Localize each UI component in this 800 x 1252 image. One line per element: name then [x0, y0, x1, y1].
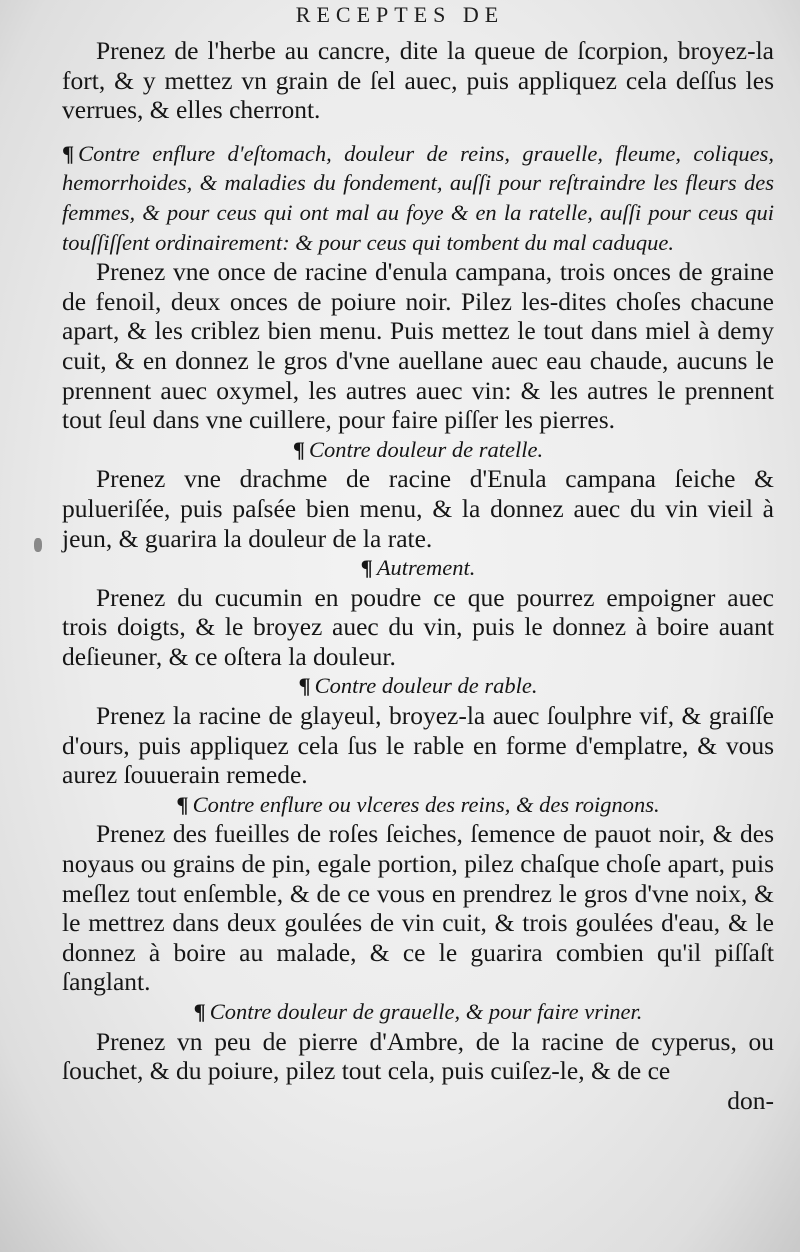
text-block [62, 36, 774, 1115]
rubric-heading [62, 671, 774, 701]
running-head: RECEPTES DE [295, 2, 505, 27]
rubric-text: Contre douleur de ratelle. [309, 436, 544, 462]
rubric-text: Contre douleur de rable. [314, 673, 538, 699]
pilcrow-icon: ¶ [176, 791, 189, 817]
rubric-text: Contre enflure d'eſtomach, douleur de reins, grauelle, fleume, coliques, hemorrhoides, & maladies du fondement, auſſi pour reſtraindre les fleurs des femmes, & pour ceus qui ont mal au foye & en la ratelle, auſſi pour ceus qui touſſiſſent ordinairement: & pour ceus qui tombent du mal caduque. [62, 140, 774, 255]
ink-blot-icon [34, 538, 42, 552]
pilcrow-icon: ¶ [298, 673, 311, 699]
pilcrow-icon: ¶ [292, 436, 305, 462]
recipe-paragraph: Prenez vne drachme de racine d'Enula campana ſeiche & pulueriſée, puis paſsée bien menu, & la donnez auec du vin vieil à jeun, & guarira la douleur de la rate. [62, 464, 774, 553]
recipe-paragraph: Prenez la racine de glayeul, broyez-la auec ſoulphre vif, & graiſſe d'ours, puis appliquez cela ſus le rable en forme d'emplatre, & vous aurez ſouuerain remede. [62, 701, 774, 790]
rubric-heading [62, 139, 774, 257]
rubric-heading [62, 790, 774, 820]
rubric-heading [62, 435, 774, 465]
recipe-paragraph: Prenez de l'herbe au cancre, dite la queue de ſcorpion, broyez-la fort, & y mettez vn grain de ſel auec, puis appliquez cela deſſus les verrues, & elles cherront. [62, 36, 774, 125]
pilcrow-icon: ¶ [360, 555, 373, 581]
rubric-text: Autrement. [376, 555, 476, 581]
rubric-heading [62, 997, 774, 1027]
pilcrow-icon: ¶ [62, 140, 75, 166]
recipe-paragraph: Prenez des fueilles de roſes ſeiches, ſemence de pauot noir, & des noyaus ou grains de pin, egale portion, pilez chaſque choſe apart, puis meſlez tout enſemble, & de ce vous en prendrez le gros d'vne noix, & le mettrez dans deux goulées de vin cuit, & trois goulées d'eau, & le donnez à boire au malade, & ce le guarira combien qu'il piſſaſt ſanglant. [62, 819, 774, 997]
rubric-text: Contre enflure ou vlceres des reins, & des roignons. [192, 791, 660, 817]
pilcrow-icon: ¶ [193, 999, 206, 1024]
recipe-paragraph: Prenez du cucumin en poudre ce que pourrez empoigner auec trois doigts, & le broyez auec du vin, puis le donnez à boire auant deſieuner, & ce oſtera la douleur. [62, 582, 774, 671]
rubric-heading [62, 553, 774, 583]
rubric-text: Contre douleur de grauelle, & pour faire vriner. [209, 999, 643, 1024]
catchword: don- [727, 1085, 774, 1115]
recipe-paragraph: Prenez vn peu de pierre d'Ambre, de la racine de cyperus, ou ſouchet, & du poiure, pilez tout cela, puis cuiſez-le, & de ce [62, 1026, 774, 1086]
recipe-paragraph: Prenez vne once de racine d'enula campana, trois onces de graine de fenoil, deux onces de poiure noir. Pilez les-dites choſes chacune apart, & les criblez bien menu. Puis mettez le tout dans miel à demy cuit, & en donnez le gros d'vne auellane auec eau chaude, aucuns le prennent auec oxymel, les autres auec vin: & les autres le prennent tout ſeul dans vne cuillere, pour faire piſſer les pierres. [62, 257, 774, 435]
